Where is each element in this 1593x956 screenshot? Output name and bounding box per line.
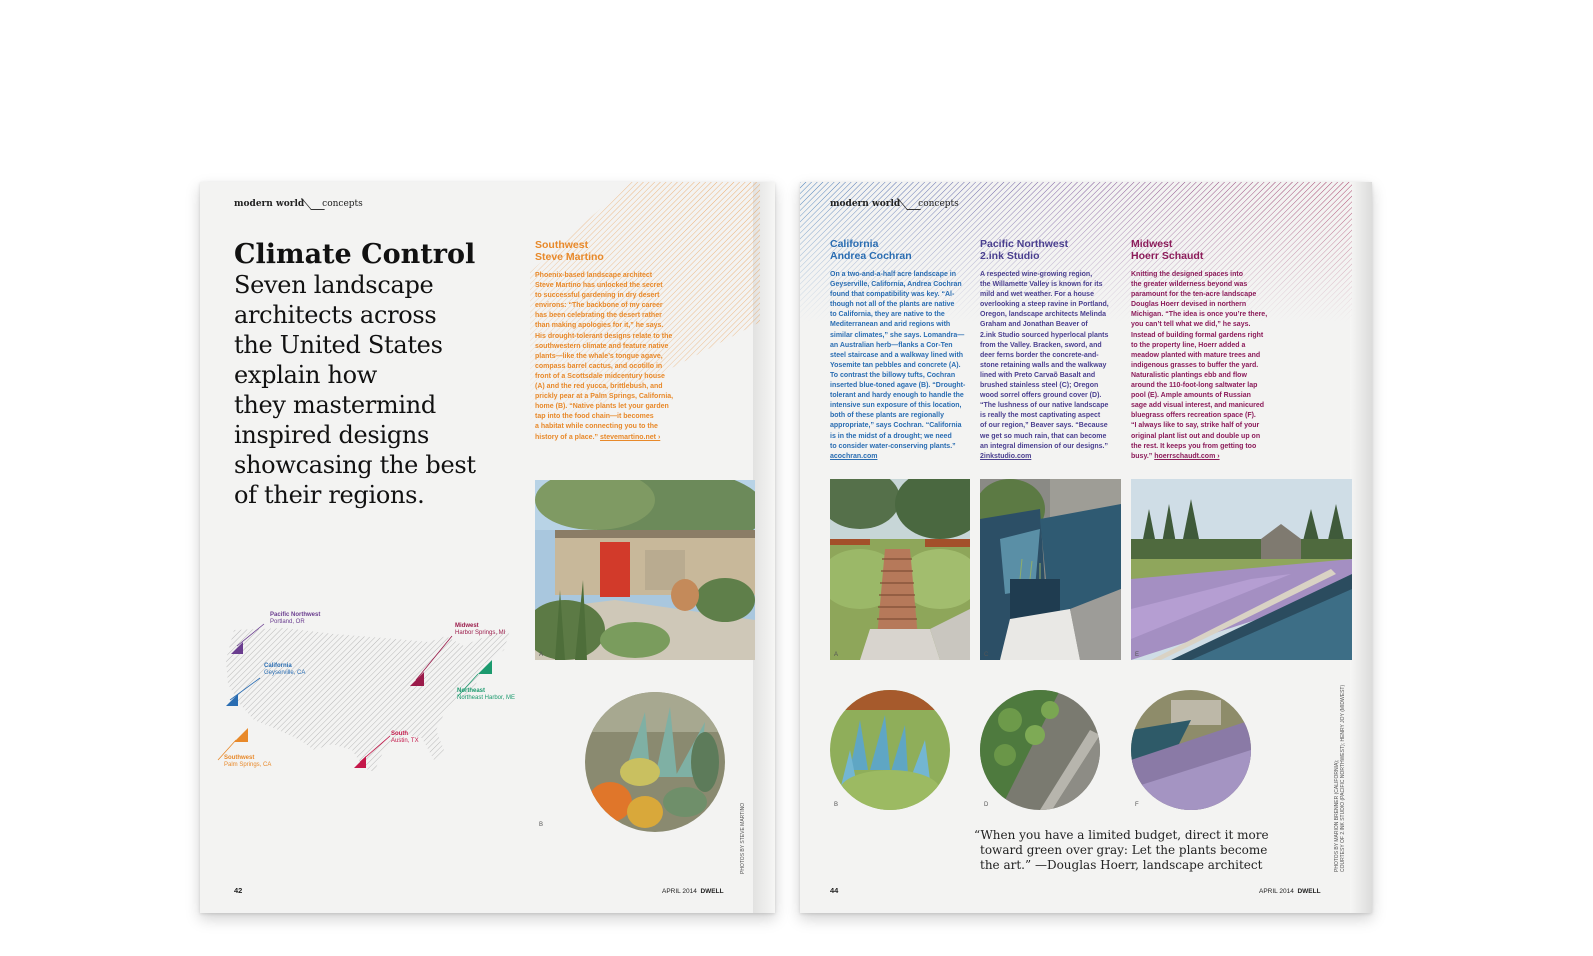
pull-quote-line: the art.” —Douglas Hoerr, landscape architect	[980, 858, 1263, 872]
california-body-text	[830, 270, 965, 462]
pacific-northwest-heading	[980, 238, 1068, 262]
russian-sage-photo-illustration	[1131, 690, 1251, 810]
map-label-city: Austin, TX	[391, 738, 419, 744]
left-magazine-page	[200, 182, 775, 913]
agave-photo-illustration	[830, 690, 950, 810]
body-line: southwestern climate and feature native	[535, 342, 669, 350]
region-name: Pacific Northwest	[980, 238, 1069, 250]
headline-title: Climate Control	[234, 239, 476, 270]
map-label-region: Pacific Northwest	[270, 612, 321, 618]
body-line: meadow planted with mature trees and	[1131, 351, 1261, 359]
map-label-city: Harbor Springs, MI	[455, 630, 506, 636]
photo-credit	[1334, 685, 1346, 872]
body-line: home (B). “Native plants let your garden	[535, 403, 669, 411]
map-label-region: Midwest	[455, 623, 479, 629]
body-line: is in the midst of a drought; we need	[830, 432, 952, 440]
photo-credit: PHOTOS BY STEVE MARTINO	[740, 802, 746, 874]
body-line: tolerant and hardy enough to handle the	[830, 392, 964, 400]
body-line: Douglas Hoerr devised in northern	[1131, 301, 1247, 309]
california-photo-a	[830, 479, 970, 660]
map-label-region: Northeast	[457, 688, 486, 694]
right-magazine-page	[800, 182, 1372, 913]
body-line: history of a place.”	[535, 433, 599, 441]
body-line: to successful gardening in dry desert	[535, 292, 660, 300]
photo-letter-a: A	[834, 652, 839, 658]
midwest-body-text	[1131, 270, 1267, 462]
midwest-heading	[1131, 238, 1203, 262]
map-label-city: Portland, OR	[270, 619, 305, 625]
rubric-subsection: concepts	[322, 199, 363, 209]
pull-quote	[974, 828, 1274, 873]
rubric-section: modern world	[234, 199, 305, 209]
body-line: Graham and Jonathan Beaver of	[980, 321, 1088, 329]
body-line-last	[535, 433, 673, 443]
california-photo-b-circle	[830, 690, 950, 810]
body-line: to California, they are native to the	[830, 311, 945, 319]
body-line: bluegrass offers recreation space (F).	[1131, 412, 1256, 420]
photo-letter-f: F	[1135, 802, 1139, 808]
body-line: inserted blue-toned agave (B). “Drought-	[830, 382, 966, 390]
body-line: to consider water-conserving plants.”	[830, 442, 956, 450]
body-line: Phoenix-based landscape architect	[535, 272, 653, 279]
architect-name: Steve Martino	[535, 251, 604, 263]
headline-dek-line: explain how	[234, 361, 377, 389]
map-label-midwest	[455, 623, 505, 637]
body-line: steel staircase and a walkway lined with	[830, 351, 964, 359]
region-name: California	[830, 238, 879, 250]
midwest-photo-f-circle	[1131, 690, 1251, 810]
photo-credit-line: PHOTOS BY MARION BRENNER (CALIFORNIA);	[1334, 759, 1340, 872]
pacific-northwest-body-text	[980, 270, 1109, 462]
section-rubric	[830, 198, 959, 209]
body-line: deer ferns border the concrete-and-	[980, 351, 1099, 359]
body-line: found that compatibility was key. “Al-	[830, 291, 955, 299]
body-line: mild and wet weather. For a house	[980, 291, 1094, 299]
map-label-city: Palm Springs, CA	[224, 762, 272, 768]
body-line: On a two-and-a-half acre landscape in	[830, 271, 957, 278]
rubric-section: modern world	[830, 199, 901, 209]
headline-dek-line: they mastermind	[234, 391, 436, 419]
body-line: around the 110-foot-long saltwater lap	[1131, 382, 1258, 390]
body-line: His drought-tolerant designs relate to the	[535, 332, 673, 340]
pull-quote-line: “When you have a limited budget, direct it more	[974, 828, 1269, 842]
body-line: pool (E). Ample amounts of Russian	[1131, 392, 1251, 400]
body-line: to the property line, Hoerr added a	[1131, 341, 1246, 349]
body-line: Instead of building formal gardens right	[1131, 331, 1264, 339]
body-line: Naturalistic plantings ebb and flow	[1131, 371, 1247, 379]
body-line: front of a Scottsdale midcentury house	[535, 372, 665, 380]
body-line-last	[1131, 452, 1267, 462]
southwest-heading	[535, 239, 604, 263]
page-edge-shadow	[1350, 182, 1372, 913]
issue-date: APRIL 2014	[662, 888, 697, 895]
photo-letter-b: B	[834, 802, 839, 808]
retaining-wall-photo-illustration	[980, 479, 1121, 660]
body-line: has been celebrating the desert rather	[535, 312, 662, 320]
body-line: busy.”	[1131, 452, 1153, 460]
lap-pool-photo-illustration	[1131, 479, 1352, 660]
headline-dek-line: the United States	[234, 331, 443, 359]
body-line: “The lushness of our native landscape	[980, 402, 1109, 410]
body-line: overlooking a steep ravine in Portland,	[980, 301, 1109, 309]
body-line: Geyserville, California, Andrea Cochran	[830, 281, 962, 289]
body-line: Michigan. “The idea is once you’re there,	[1131, 311, 1268, 319]
body-line: a habitat while connecting you to the	[535, 423, 658, 431]
body-line: Knitting the designed spaces into	[1131, 271, 1244, 278]
southwest-photo-a	[535, 480, 755, 660]
body-line: intensive sun exposure of this location,	[830, 402, 962, 410]
pacific-northwest-photo-d-circle	[980, 690, 1100, 810]
body-line: we get so much rain, that can become	[980, 432, 1107, 440]
photo-letter-a: A	[539, 652, 544, 658]
photo-letter-d: D	[984, 802, 989, 808]
body-line: both of these plants are regionally	[830, 412, 944, 420]
body-line: appropriate,” says Cochran. “California	[830, 422, 962, 430]
region-name: Midwest	[1131, 238, 1173, 250]
body-line: Mediterranean and arid regions with	[830, 321, 951, 329]
body-line: though not all of the plants are native	[830, 301, 955, 309]
body-line: the greater wilderness beyond was	[1131, 281, 1248, 289]
body-line: similar climates,” she says. Lomandra—	[830, 331, 965, 339]
map-label-southwest	[224, 755, 271, 769]
body-line: tap into the food chain—it becomes	[535, 413, 654, 421]
map-label-california	[264, 663, 305, 677]
section-rubric	[234, 198, 363, 209]
body-line: paramount for the ten-acre landscape	[1131, 291, 1257, 299]
body-line: brushed stainless steel (C); Oregon	[980, 382, 1099, 390]
photo-letter-c: C	[984, 652, 989, 658]
map-label-pacific-northwest	[270, 612, 320, 626]
headline-block	[234, 240, 519, 510]
body-line: Yosemite tan pebbles and concrete (A).	[830, 361, 961, 369]
cactus-photo-illustration	[585, 692, 725, 832]
body-line: the Willamette Valley is known for its	[980, 281, 1103, 289]
page-footer-runner	[662, 888, 724, 895]
website-link[interactable]: stevemartino.net ›	[599, 433, 661, 441]
architect-name: Hoerr Schaudt	[1131, 250, 1204, 262]
body-line: “I always like to say, strike half of your	[1131, 422, 1260, 430]
headline-dek-line: inspired designs	[234, 421, 430, 449]
body-line: is really the most captivating aspect	[980, 412, 1101, 420]
body-line: plants—like the whale’s tongue agave,	[535, 352, 663, 360]
body-line: (A) and the red yucca, brittlebush, and	[535, 383, 663, 391]
issue-date: APRIL 2014	[1259, 888, 1294, 895]
wood-sorrel-photo-illustration	[980, 690, 1100, 810]
body-line: an Australian herb—flanks a Cor-Ten	[830, 341, 953, 349]
body-line: compass barrel cactus, and ocotillo in	[535, 362, 663, 370]
body-line: To contrast the billowy tufts, Cochran	[830, 371, 956, 379]
body-line: you can’t tell what we did,” he says.	[1131, 321, 1251, 329]
body-line: lined with Preto Carvaõ Basalt and	[980, 371, 1096, 379]
body-line: an integral dimension of our designs.”	[980, 442, 1108, 450]
website-link[interactable]: acochran.com	[830, 452, 878, 460]
southwest-photo-b-circle	[585, 692, 725, 832]
body-line: indigenous grasses to buffer the yard.	[1131, 361, 1259, 369]
body-line: Steve Martino has unlocked the secret	[535, 282, 663, 290]
headline-dek-line: architects across	[234, 301, 437, 329]
region-name: Southwest	[535, 239, 589, 251]
headline-dek-line: Seven landscape	[234, 271, 434, 299]
page-number: 44	[830, 886, 839, 895]
pacific-northwest-photo-c	[980, 479, 1121, 660]
website-link[interactable]: 2inkstudio.com	[980, 452, 1032, 460]
architect-name: Andrea Cochran	[830, 250, 912, 262]
body-line: Oregon, landscape architects Melinda	[980, 311, 1107, 319]
photo-credit-line: COURTESY OF 2.INK STUDIO (PACIFIC NORTHWEST); HENRY JOY (MIDWEST)	[1340, 684, 1346, 872]
map-label-region: South	[391, 731, 408, 737]
body-line: stone retaining walls and the walkway	[980, 361, 1107, 369]
body-line: from the Valley. Bracken, sword, and	[980, 341, 1102, 349]
page-footer-runner	[1259, 888, 1321, 895]
website-link[interactable]: hoerrschaudt.com ›	[1154, 452, 1220, 460]
body-line: than making apologies for it,” he says.	[535, 322, 664, 330]
page-number: 42	[234, 886, 243, 895]
body-line: wood sorrel offers ground cover (D).	[980, 392, 1102, 400]
body-line: the rest. It keeps you from getting too	[1131, 442, 1257, 450]
photo-letter-e: E	[1135, 652, 1140, 658]
map-label-city: Geyserville, CA	[264, 670, 306, 676]
staircase-photo-illustration	[830, 479, 970, 660]
rubric-subsection: concepts	[918, 199, 959, 209]
map-label-south	[391, 731, 419, 745]
map-label-northeast	[457, 688, 515, 702]
magazine-name: DWELL	[700, 888, 724, 895]
california-heading	[830, 238, 912, 262]
body-line: environs: “The backbone of my career	[535, 302, 663, 310]
midwest-photo-e	[1131, 479, 1352, 660]
map-label-city: Northeast Harbor, ME	[457, 695, 516, 701]
architect-name: 2.ink Studio	[980, 250, 1040, 262]
garden-photo-illustration	[535, 480, 755, 660]
body-line: 2.ink Studio sourced hyperlocal plants	[980, 331, 1109, 339]
headline-dek-line: of their regions.	[234, 481, 425, 509]
headline-dek-line: showcasing the best	[234, 451, 476, 479]
map-label-region: Southwest	[224, 755, 255, 761]
body-line: prickly pear at a Palm Springs, California,	[535, 393, 674, 401]
pull-quote-line: toward green over gray: Let the plants become	[980, 843, 1268, 857]
map-label-region: California	[264, 663, 292, 669]
body-line: original plant list out and double up on	[1131, 432, 1261, 440]
body-line: A respected wine-growing region,	[980, 271, 1093, 278]
magazine-name: DWELL	[1297, 888, 1321, 895]
southwest-body-text	[535, 271, 673, 443]
photo-letter-b: B	[539, 822, 544, 828]
body-line: sage add visual interest, and manicured	[1131, 402, 1265, 410]
body-line: of our region,” Beaver says. “Because	[980, 422, 1108, 430]
